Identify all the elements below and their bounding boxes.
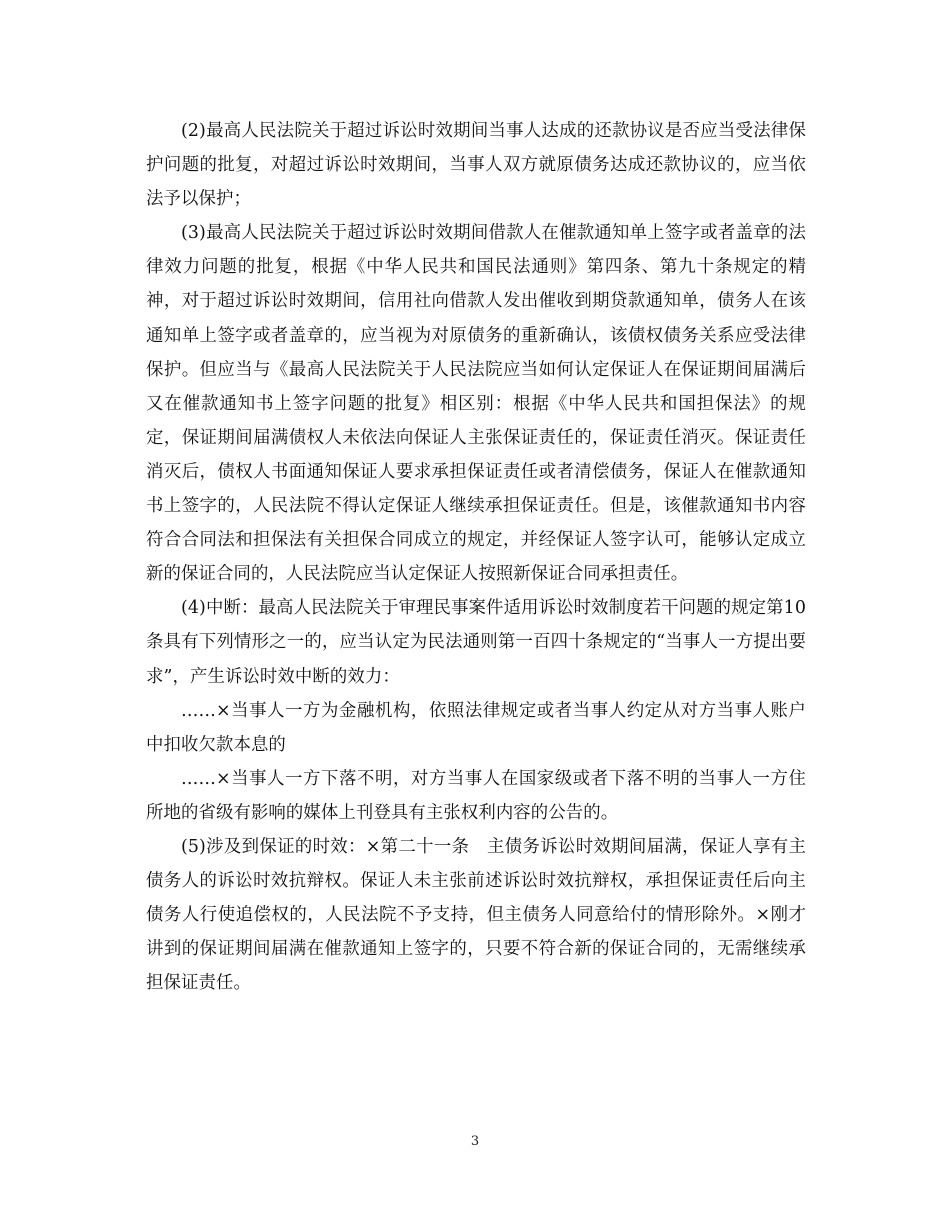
document-body: [146, 114, 806, 1000]
paragraph-3: (3)最高人民法院关于超过诉讼时效期间借款人在催款通知单上签字或者盖章的法律效力问题的批复，根据《中华人民共和国民法通则》第四条、第九十条规定的精神，对于超过诉讼时效期间，信用社向借款人发出催收到期贷款通知单，债务人在该通知单上签字或者盖章的，应当视为对原债务的重新确认，该债权债务关系应受法律保护。但应当与《最高人民法院关于人民法院应当如何认定保证人在保证期间届满后又在催款通知书上签字问题的批复》相区别：根据《中华人民共和国担保法》的规定，保证期间届满债权人未依法向保证人主张保证责任的，保证责任消灭。保证责任消灭后，债权人书面通知保证人要求承担保证责任或者清偿债务，保证人在催款通知书上签字的，人民法院不得认定保证人继续承担保证责任。但是，该催款通知书内容符合合同法和担保法有关担保合同成立的规定，并经保证人签字认可，能够认定成立新的保证合同的，人民法院应当认定保证人按照新保证合同承担责任。: [146, 223, 806, 585]
page-number: 3: [470, 1134, 480, 1149]
paragraph-4-item-2: ……×当事人一方下落不明，对方当事人在国家级或者下落不明的当事人一方住所地的省级有影响的媒体上刊登具有主张权利内容的公告的。: [146, 768, 806, 823]
paragraph-4-item-1: ……×当事人一方为金融机构，依照法律规定或者当事人约定从对方当事人账户中扣收欠款本息的: [146, 700, 806, 755]
paragraph-4: (4)中断：最高人民法院关于审理民事案件适用诉讼时效制度若干问题的规定第10条具有下列情形之一的，应当认定为民法通则第一百四十条规定的“当事人一方提出要求”，产生诉讼时效中断的效力：: [146, 598, 806, 687]
paragraph-5: (5)涉及到保证的时效：×第二十一条 主债务诉讼时效期间届满，保证人享有主债务人的诉讼时效抗辩权。保证人未主张前述诉讼时效抗辩权，承担保证责任后向主债务人行使追偿权的，人民法院不予支持，但主债务人同意给付的情形除外。×刚才讲到的保证期间届满在催款通知上签字的，只要不符合新的保证合同的，无需继续承担保证责任。: [146, 836, 806, 994]
paragraph-2: (2)最高人民法院关于超过诉讼时效期间当事人达成的还款协议是否应当受法律保护问题的批复，对超过诉讼时效期间，当事人双方就原债务达成还款协议的，应当依法予以保护；: [146, 121, 806, 210]
